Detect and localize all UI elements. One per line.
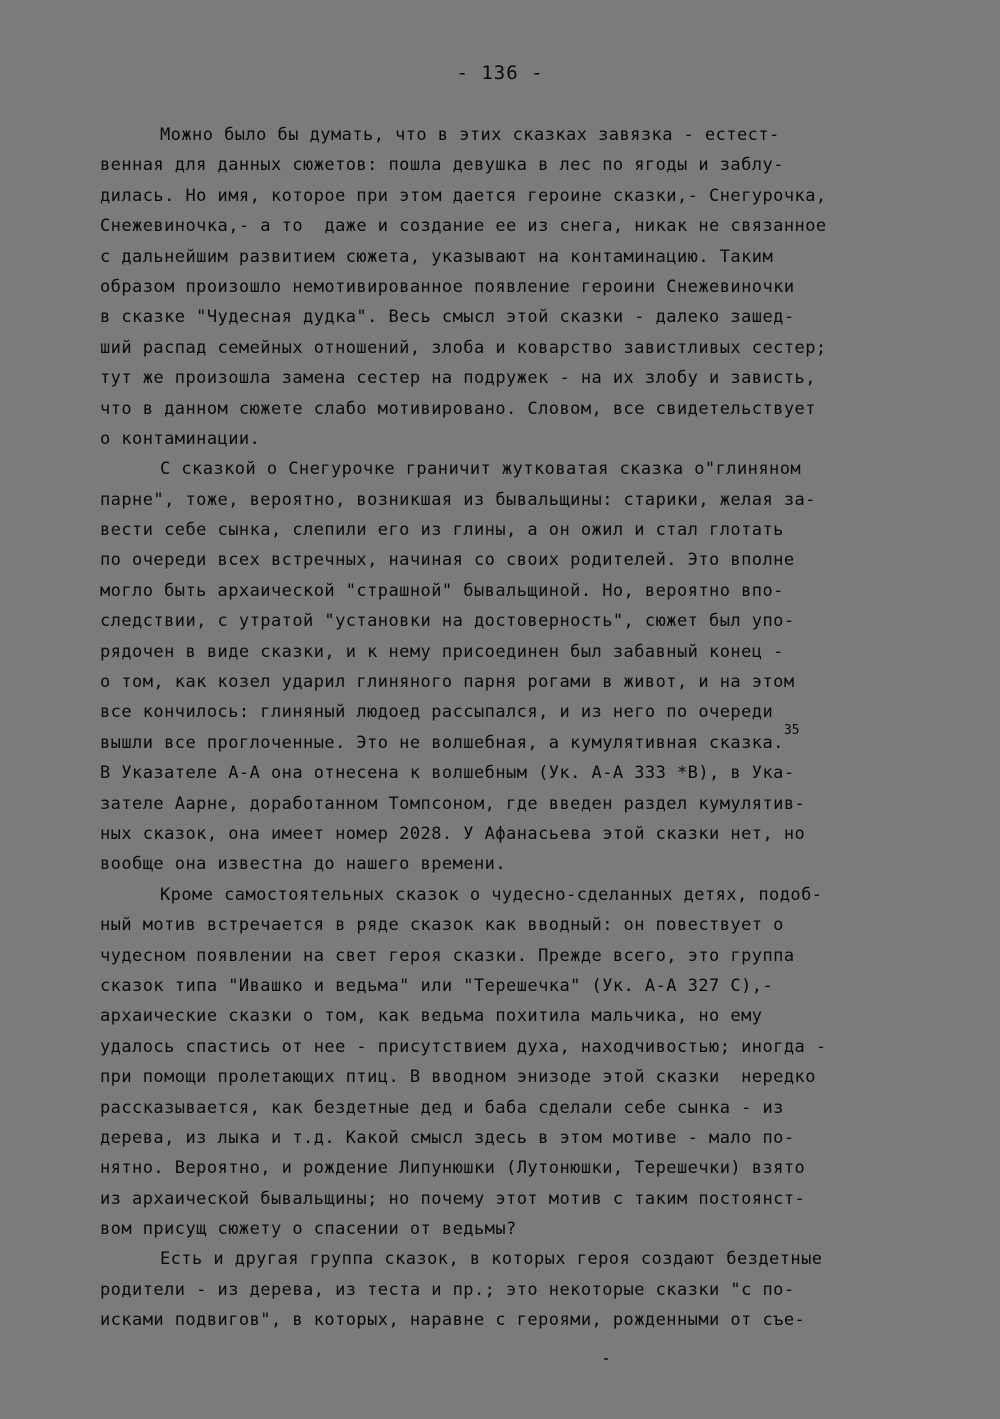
page-number: - 136 - [456, 62, 544, 84]
text-line: с дальнейшим развитием сюжета, указывают на контаминацию. Таким [100, 246, 774, 267]
scan-speck [604, 1358, 608, 1360]
text-line: могло быть архаической "страшной" бывальщиной. Но, вероятно впо- [100, 580, 784, 601]
text-line: дерева, из лыка и т.д. Какой смысл здесь в этом мотиве - мало по- [100, 1127, 795, 1148]
text-line: следствии, с утратой "установки на достоверность", сюжет был упо- [100, 611, 795, 632]
text-line: родители - из дерева, из теста и пр.; это некоторые сказки "с по- [100, 1279, 795, 1300]
text-line: ных сказок, она имеет номер 2028. У Афанасьева этой сказки нет, но [100, 823, 806, 844]
text-line: о контаминации. [100, 428, 261, 449]
text-line: Кроме самостоятельных сказок о чудесно-сделанных детях, подоб- [160, 884, 823, 905]
text-line: вышли все проглоченные. Это не волшебная, а кумулятивная сказка. [100, 732, 784, 753]
text-line: ный мотив встречается в ряде сказок как вводный: он повествует о [100, 915, 784, 936]
text-line: что в данном сюжете слабо мотивировано. Словом, все свидетельствует [100, 398, 816, 419]
text-line: все кончилось: глиняный людоед рассыпался, и из него по очереди [100, 702, 774, 723]
footnote-reference: 35 [783, 722, 800, 738]
text-line: архаические сказки о том, как ведьма похитила мальчика, но ему [100, 1006, 763, 1027]
text-line: сказок типа "Ивашко и ведьма" или "Терешечка" (Ук. А-А 327 С),- [100, 975, 774, 996]
text-line: при помощи пролетающих птиц. В вводном энизоде этой сказки нередко [100, 1067, 816, 1088]
text-line: удалось спастись от нее - присутствием духа, находчивостью; иногда - [100, 1036, 827, 1057]
text-line: С сказкой о Снегурочке граничит жутковатая сказка о"глиняном [160, 459, 802, 480]
body-text [100, 120, 930, 1336]
text-line: дилась. Но имя, которое при этом дается героине сказки,- Снегурочка, [100, 185, 827, 206]
text-line: исками подвигов", в которых, наравне с героями, рожденными от съе- [100, 1310, 806, 1331]
text-line: чудесном появлении на свет героя сказки. Прежде всего, это группа [100, 945, 795, 966]
text-line: вом присущ сюжету о спасении от ведьмы? [100, 1219, 517, 1240]
text-line: рассказывается, как бездетные дед и баба сделали себе сынка - из [100, 1097, 784, 1118]
text-line: рядочен в виде сказки, и к нему присоединен был забавный конец - [100, 641, 784, 662]
text-line: Можно было бы думать, что в этих сказках завязка - естест- [160, 125, 780, 145]
text-line: зателе Аарне, доработанном Томпсоном, где введен раздел кумулятив- [100, 793, 806, 814]
text-line: парне", тоже, вероятно, возникшая из бывальщины: старики, желая за- [100, 489, 816, 510]
text-line: вообще она известна до нашего времени. [100, 854, 507, 875]
text-line: Есть и другая группа сказок, в которых героя создают бездетные [160, 1249, 823, 1270]
text-line: В Указателе А-А она отнесена к волшебным (Ук. А-А 333 *В), в Ука- [100, 763, 795, 784]
text-line: вести себе сынка, слепили его из глины, а он ожил и стал глотать [100, 520, 784, 541]
text-line: образом произошло немотивированное появление героини Снежевиночки [100, 276, 795, 297]
text-line: венная для данных сюжетов: пошла девушка в лес по ягоды и заблу- [100, 155, 784, 176]
text-line: нятно. Вероятно, и рождение Липунюшки (Лутонюшки, Терешечки) взято [100, 1158, 806, 1179]
text-line: тут же произошла замена сестер на подружек - на их злобу и зависть, [100, 368, 816, 389]
text-line: по очереди всех встречных, начиная со своих родителей. Это вполне [100, 550, 795, 571]
text-line: из архаической бывальщины; но почему этот мотив с таким постоянст- [100, 1188, 806, 1209]
text-line: о том, как козел ударил глиняного парня рогами в живот, и на этом [100, 672, 795, 693]
text-line: в сказке "Чудесная дудка". Весь смысл этой сказки - далеко зашед- [100, 307, 795, 328]
text-line-with-footnote [100, 722, 930, 758]
text-line: ший распад семейных отношений, злоба и коварство завистливых сестер; [100, 337, 827, 358]
text-line: Снежевиночка,- а то даже и создание ее из снега, никак не связанное [100, 216, 827, 237]
